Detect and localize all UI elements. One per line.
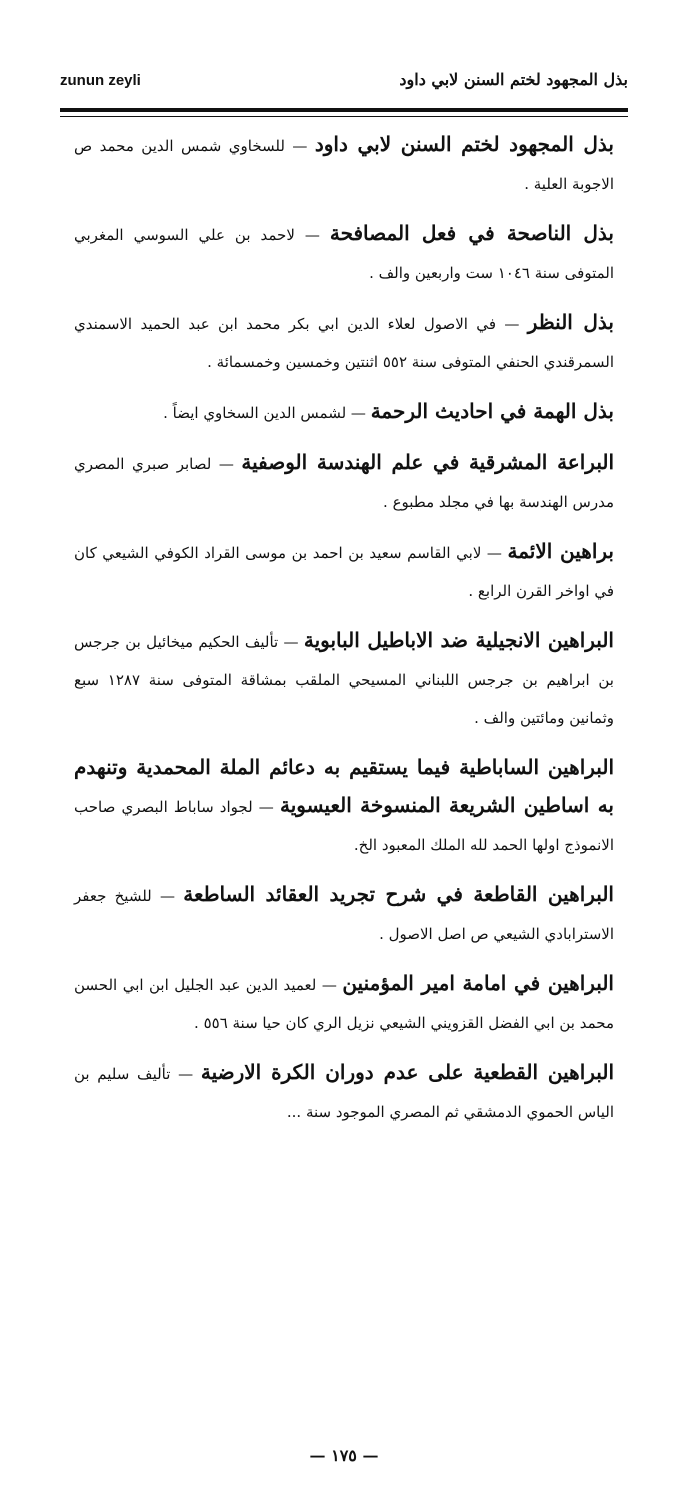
page-number: — ١٧٥ — — [309, 1446, 379, 1465]
entry-description: — للسخاوي شمس الدين محمد ص الاجوبة العلية . — [74, 137, 614, 193]
entry-description: — في الاصول لعلاء الدين ابي بكر محمد ابن عبد الحميد الاسمندي السمرقندي الحنفي المتوفى سنة ٥٥٢ اثنتين وخمسين وخمسمائة . — [74, 315, 614, 371]
entry-description: — تأليف سليم بن الياس الحموي الدمشقي ثم المصري الموجود سنة ... — [74, 1065, 614, 1121]
entry-description: — لشمس الدين السخاوي ايضاً . — [163, 404, 371, 422]
entry — [74, 1054, 614, 1131]
entry-title: براهين الائمة — [507, 539, 614, 563]
entry-title: البراهين الانجيلية ضد الاباطيل البابوية — [303, 628, 614, 652]
entry-description: — لجواد ساباط البصري صاحب الانموذج اولها الحمد لله الملك المعبود الخ. — [74, 798, 614, 854]
entry — [74, 126, 614, 203]
entry-title: البراهين القطعية على عدم دوران الكرة الارضية — [200, 1060, 614, 1084]
entry-description: — لاحمد بن علي السوسي المغربي المتوفى سنة ١٠٤٦ ست واربعين والف . — [74, 226, 614, 282]
header-rule-thick — [60, 108, 628, 112]
entry — [74, 876, 614, 953]
entry-title: البراهين القاطعة في شرح تجريد العقائد الساطعة — [183, 882, 614, 906]
header-rule-thin — [60, 116, 628, 117]
entry-title: بذل الناصحة في فعل المصافحة — [329, 221, 614, 245]
entry-title: البراعة المشرقية في علم الهندسة الوصفية — [241, 450, 614, 474]
entry-title: بذل الهمة في احاديث الرحمة — [370, 399, 614, 423]
entry-description: — لعميد الدين عبد الجليل ابن ابي الحسن محمد بن ابي الفضل القزويني الشيعي نزيل الري كان حيا سنة ٥٥٦ . — [74, 976, 614, 1032]
entries-list — [74, 126, 614, 1143]
entry — [74, 393, 614, 432]
entry-title: بذل النظر — [527, 310, 615, 334]
header-left-text: zunun zeyli — [60, 72, 141, 89]
header-right-text: بذل المجهود لختم السنن لابي داود — [399, 70, 628, 89]
running-header — [60, 60, 628, 100]
entry-title: البراهين في امامة امير المؤمنين — [342, 971, 614, 995]
entry — [74, 965, 614, 1042]
entry-description: — للشيخ جعفر الاسترابادي الشيعي ص اصل الاصول . — [74, 887, 614, 943]
entry — [74, 622, 614, 737]
entry — [74, 749, 614, 864]
entry-title: البراهين الساباطية فيما يستقيم به دعائم الملة المحمدية وتنهدم به اساطين الشريعة المنسوخة العيسوية — [74, 755, 614, 817]
entry — [74, 444, 614, 521]
entry — [74, 215, 614, 292]
entry-title: بذل المجهود لختم السنن لابي داود — [314, 132, 614, 156]
entry-description: — تأليف الحكيم ميخائيل بن جرجس بن ابراهيم بن جرجس اللبناني المسيحي الملقب بمشاقة المتوفى سنة ١٢٨٧ سبع وثمانين ومائتين والف . — [74, 633, 614, 727]
entry-description: — لصابر صبري المصري مدرس الهندسة بها في مجلد مطبوع . — [74, 455, 614, 511]
entry — [74, 304, 614, 381]
entry — [74, 533, 614, 610]
entry-description: — لابي القاسم سعيد بن احمد بن موسى القراد الكوفي الشيعي كان في اواخر القرن الرابع . — [74, 544, 614, 600]
